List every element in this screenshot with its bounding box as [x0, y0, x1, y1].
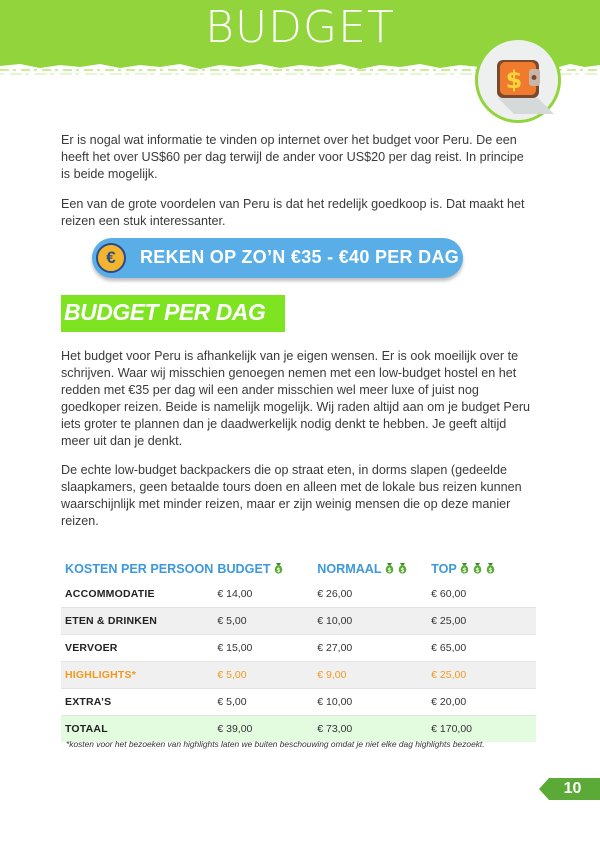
- table-row: [61, 635, 536, 662]
- column-header-budget: BUDGET $: [213, 556, 313, 581]
- svg-text:$: $: [275, 566, 281, 574]
- footnote: *kosten voor het bezoeken van highlights laten we buiten beschouwing omdat je niet elke dag highlights bezoekt.: [66, 739, 485, 749]
- cell-top: € 25,00: [427, 662, 536, 689]
- money-bag-icon: [273, 562, 284, 574]
- svg-text:$: $: [488, 566, 493, 574]
- row-label: EXTRA’S: [61, 689, 213, 716]
- cell-top: € 65,00: [427, 635, 536, 662]
- cell-normaal: € 10,00: [313, 689, 427, 716]
- money-bag-icon: [485, 562, 496, 574]
- cell-normaal: € 10,00: [313, 608, 427, 635]
- section-heading: [61, 295, 285, 332]
- euro-coin-icon: €: [96, 243, 126, 273]
- table-row: [61, 581, 536, 608]
- wallet-dollar-icon: [478, 40, 558, 120]
- column-header-kosten: KOSTEN PER PERSOON: [65, 561, 214, 576]
- wallet-badge: [475, 37, 561, 123]
- table-header-row: [61, 556, 536, 581]
- column-header-top: TOP $ $ $: [427, 556, 536, 581]
- column-header-normaal: NORMAAL $ $: [313, 556, 427, 581]
- cell-normaal: € 27,00: [313, 635, 427, 662]
- row-label: ETEN & DRINKEN: [61, 608, 213, 635]
- cell-top: € 60,00: [427, 581, 536, 608]
- cell-normaal: € 73,00: [313, 716, 427, 743]
- row-label: HIGHLIGHTS*: [61, 662, 213, 689]
- row-label: ACCOMMODATIE: [61, 581, 213, 608]
- cell-top: € 20,00: [427, 689, 536, 716]
- table-row: [61, 608, 536, 635]
- row-label: VERVOER: [61, 635, 213, 662]
- row-label: TOTAAL: [61, 716, 213, 743]
- cell-budget: € 5,00: [213, 689, 313, 716]
- cell-top: € 25,00: [427, 608, 536, 635]
- cell-normaal: € 9,00: [313, 662, 427, 689]
- cell-normaal: € 26,00: [313, 581, 427, 608]
- money-bag-icon: [459, 562, 470, 574]
- svg-text:$: $: [387, 566, 392, 574]
- table-row-highlights: [61, 662, 536, 689]
- svg-text:$: $: [400, 566, 405, 574]
- table-row: [61, 689, 536, 716]
- svg-text:$: $: [505, 66, 523, 94]
- svg-text:$: $: [462, 566, 467, 574]
- page-title: BUDGET: [205, 2, 395, 53]
- cell-budget: € 15,00: [213, 635, 313, 662]
- daily-budget-callout: [92, 238, 463, 278]
- cell-budget: € 5,00: [213, 662, 313, 689]
- cell-top: € 170,00: [427, 716, 536, 743]
- money-bag-icon: [472, 562, 483, 574]
- intro-paragraph-2: Een van de grote voordelen van Peru is dat het redelijk goedkoop is. Dat maakt het reizen een stuk interessanter.: [61, 197, 525, 228]
- page-number-tab: [549, 778, 600, 800]
- callout-text: REKEN OP ZO’N €35 - €40 PER DAG: [140, 247, 460, 267]
- money-bag-icon: [397, 562, 408, 574]
- intro-paragraph-1: Er is nogal wat informatie te vinden op internet over het budget voor Peru. De een heeft het over US$60 per dag terwijl de ander voor US$20 per dag reist. In principe is beide mogelijk.: [61, 133, 524, 181]
- svg-text:$: $: [475, 566, 480, 574]
- cell-budget: € 5,00: [213, 608, 313, 635]
- cell-budget: € 14,00: [213, 581, 313, 608]
- money-bag-icon: [384, 562, 395, 574]
- section-heading-text: BUDGET PER DAG: [64, 299, 266, 325]
- section-paragraph-2: De echte low-budget backpackers die op straat eten, in dorms slapen (gedeelde slaapkamers, geen betaalde tours doen en alleen met de lokale bus reizen kunnen waarschijnlijk met minder reizen, maar er zijn weinig mensen die op deze manier reizen.: [61, 463, 522, 528]
- cell-budget: € 39,00: [213, 716, 313, 743]
- page-number: 10: [563, 780, 582, 797]
- cost-table: [61, 556, 536, 742]
- section-paragraph-1: Het budget voor Peru is afhankelijk van je eigen wensen. Er is ook moeilijk over te schrijven. Waar wij misschien genoegen nemen met een low-budget hostel en het redden met €35 per dag wil een ander misschien wel meer luxe of juist nog goedkoper reizen. Beide is namelijk mogelijk. Wij raden altijd aan om je budget Peru iets groter te plannen dan je daadwerkelijk nodig denkt te hebben. Je geeft altijd meer uit dan je denkt.: [61, 349, 531, 448]
